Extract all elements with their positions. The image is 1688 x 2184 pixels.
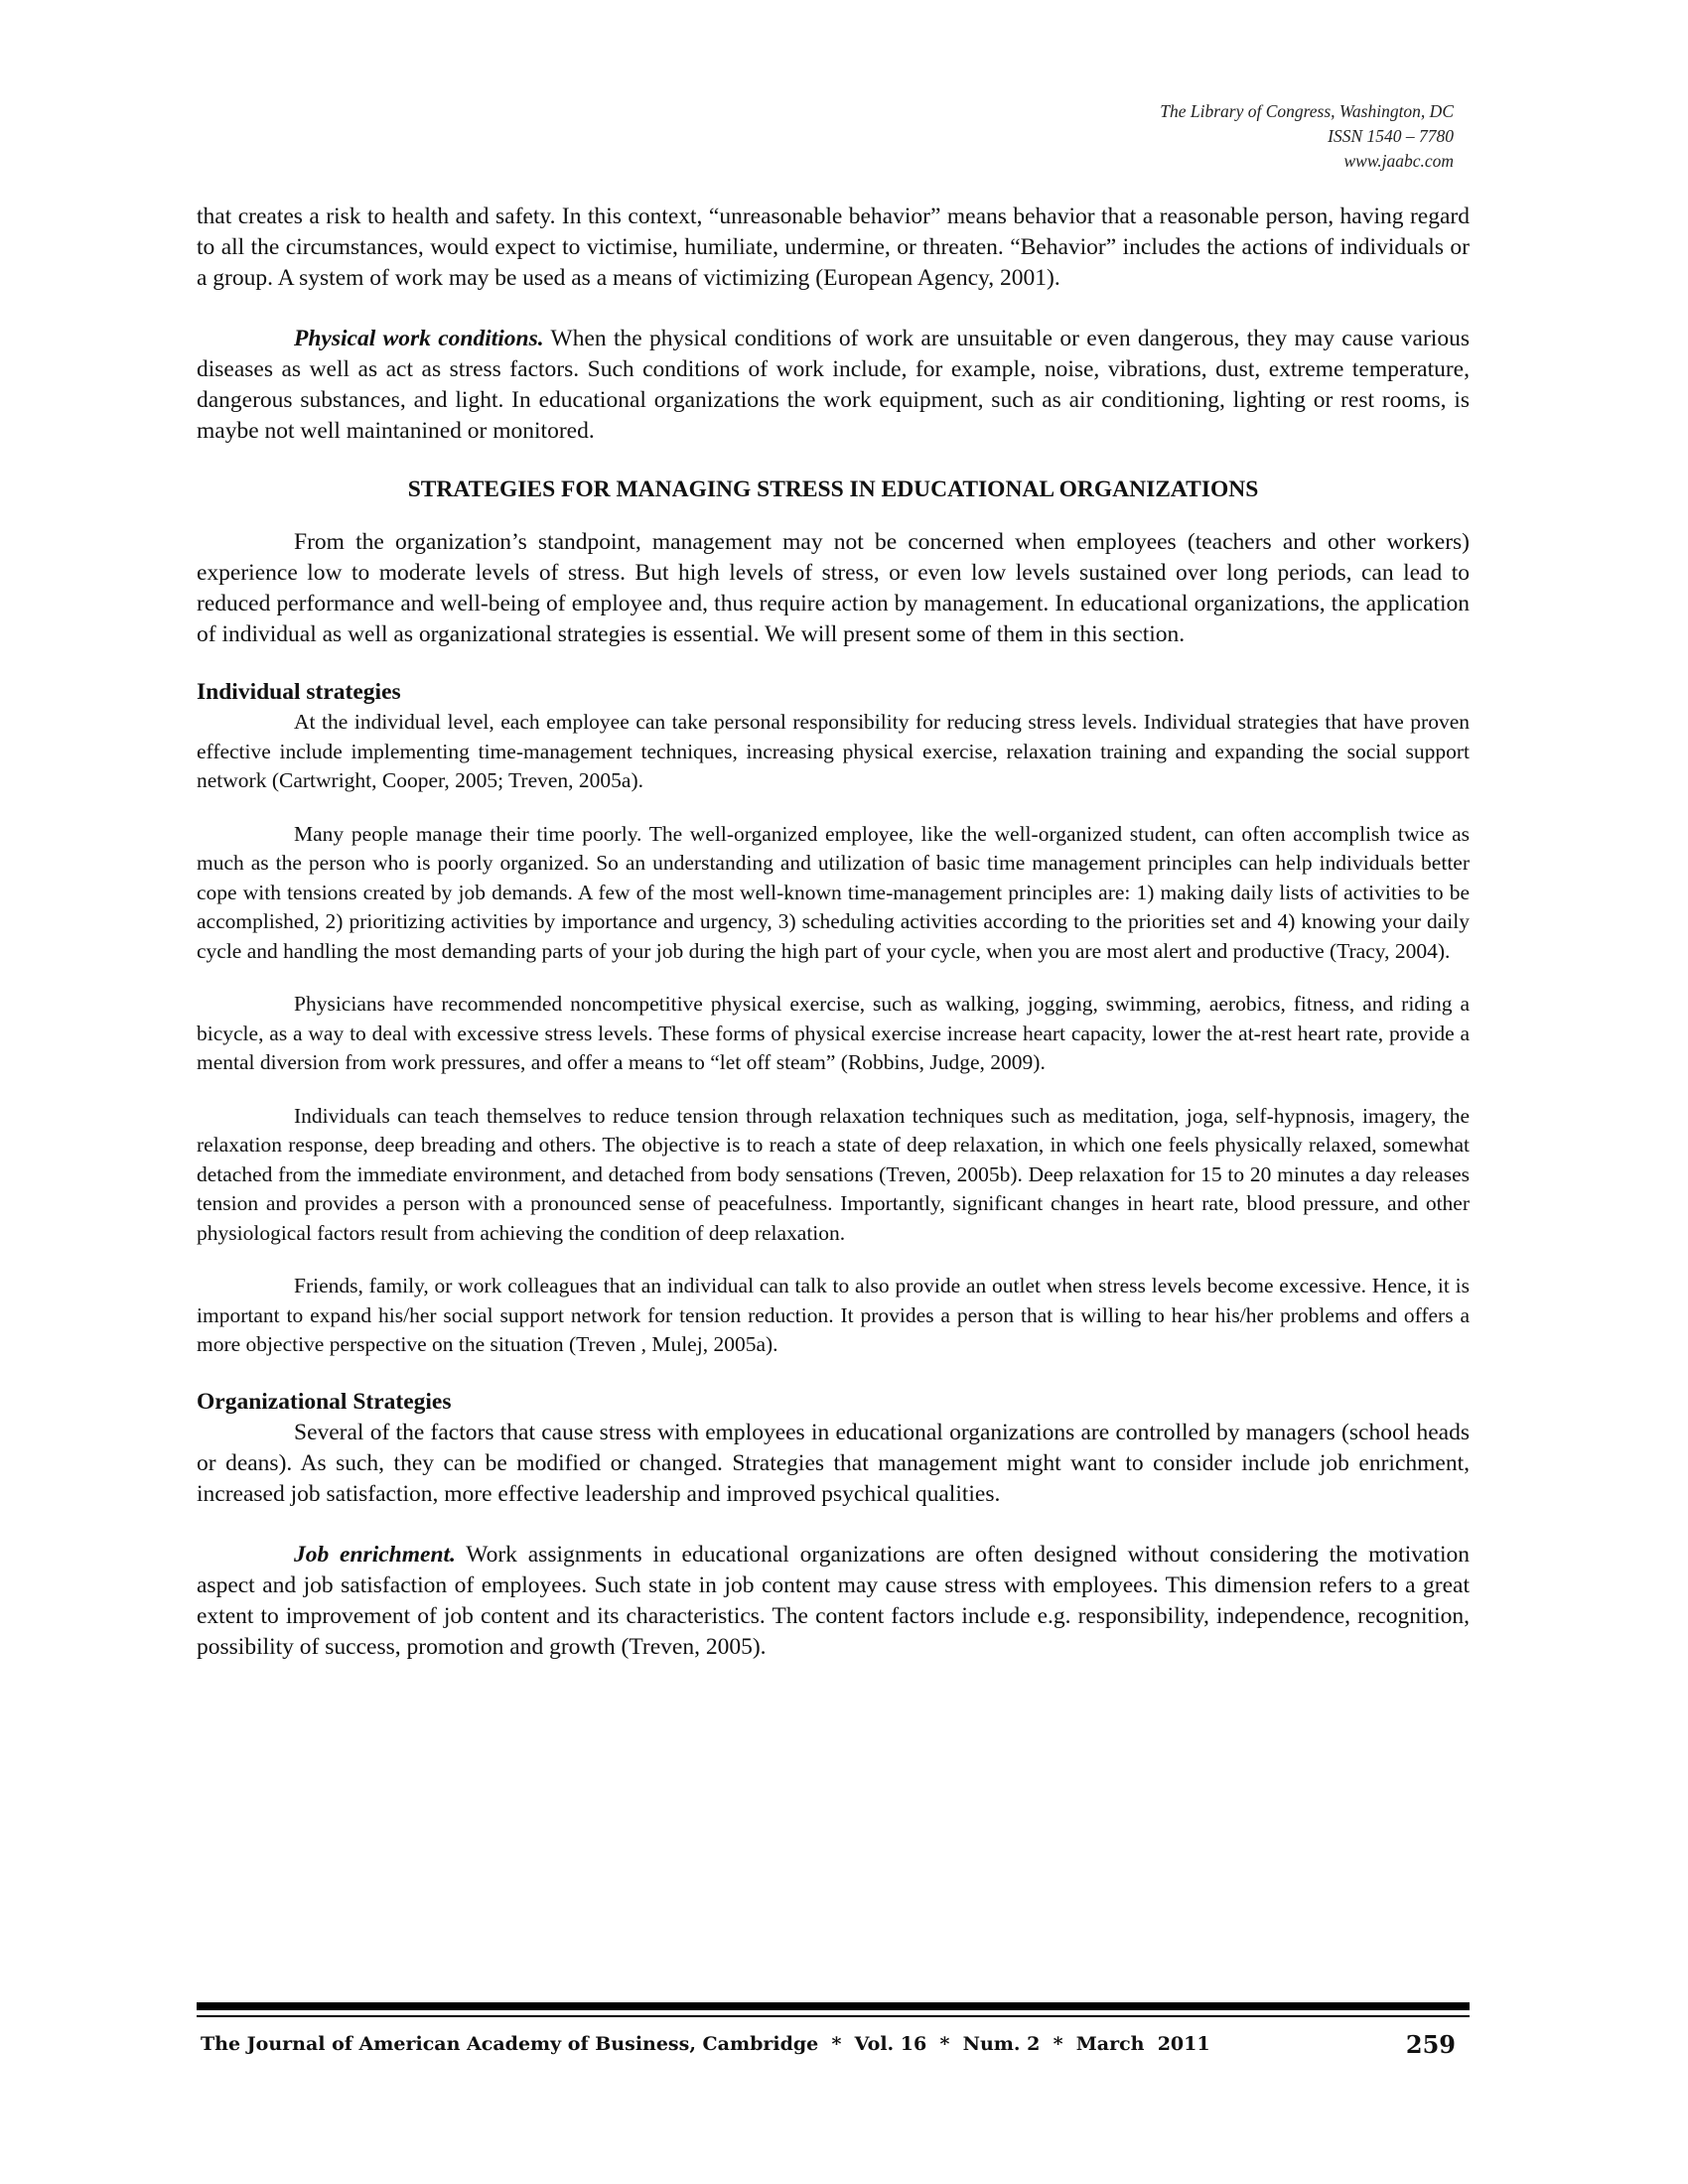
paragraph-text: When the physical conditions of work are unsuitable or even dangerous, they may cause various diseases as well as act as stress factors. Such conditions of work include, for example, noise, vibrations, dust, extreme temperature, dangerous substances, and light. In educational organizations the work equipment, such as air conditioning, lighting or rest rooms, is maybe not well maintanined or monitored.	[197, 326, 1470, 444]
paragraph-physical-exercise: Physicians have recommended noncompetitive physical exercise, such as walking, jogging, swimming, aerobics, fitness, and riding a bicycle, as a way to deal with excessive stress levels. These forms of physical exercise increase heart capacity, lower the at-rest heart rate, provide a mental diversion from work pressures, and offer a means to “let off steam” (Robbins, Judge, 2009).	[197, 992, 1470, 1074]
paragraph-text: Work assignments in educational organizations are often designed without considering the motivation aspect and job satisfaction of employees. Such state in job content may cause stress with employees. This dimension refers to a great extent to improvement of job content and its characteristics. The content factors include e.g. responsibility, independence, recognition, possibility of success, promotion and growth (Treven, 2005).	[197, 1541, 1470, 1660]
header-issn: ISSN 1540 – 7780	[1328, 126, 1454, 146]
paragraph-continuation: that creates a risk to health and safety. In this context, “unreasonable behavior” means behavior that a reasonable person, having regard to all the circumstances, would expect to victimise, humiliate, undermine, or threaten. “Behavior” includes the actions of individuals or a group. A system of work may be used as a means of victimizing (European Agency, 2001).	[197, 204, 1470, 291]
paragraph-time-management: Many people manage their time poorly. The well-organized employee, like the well-organized student, can often accomplish twice as much as the person who is poorly organized. So an understanding and utilization of basic time management principles can help individuals better cope with tensions created by job demands. A few of the most well-known time-management principles are: 1) making daily lists of activities to be accomplished, 2) prioritizing activities by importance and urgency, 3) scheduling activities according to the priorities set and 4) knowing your daily cycle and handling the most demanding parts of your job during the high part of your cycle, when you are most alert and productive (Tracy, 2004).	[197, 821, 1470, 963]
footer-rule-thin	[197, 2015, 1470, 2017]
paragraph-job-enrichment	[197, 1540, 1470, 1663]
page-number: 259	[1405, 2030, 1456, 2059]
run-in-heading-physical: Physical work conditions.	[294, 326, 544, 351]
header-website: www.jaabc.com	[1343, 151, 1454, 171]
subheading-organizational-strategies: Organizational Strategies	[197, 1388, 452, 1415]
subheading-individual-strategies: Individual strategies	[197, 679, 401, 705]
paragraph-individual-level: At the individual level, each employee can take personal responsibility for reducing stress levels. Individual strategies that have proven effective include implementing time-management techniques, increasing physical exercise, relaxation training and expanding the social support network (Cartwright, Cooper, 2005; Treven, 2005a).	[197, 710, 1470, 792]
run-in-heading-job-enrichment: Job enrichment.	[294, 1541, 456, 1568]
paragraph-physical-work-conditions	[197, 324, 1470, 447]
running-header	[1160, 99, 1454, 174]
paragraph-organizational: Several of the factors that cause stress with employees in educational organizations are controlled by managers (school heads or deans). As such, they can be modified or changed. Strategies that management might want to consider include job enrichment, increased job satisfaction, more effective leadership and improved psychical qualities.	[197, 1419, 1470, 1507]
paragraph-social-support: Friends, family, or work colleagues that an individual can talk to also provide an outlet when stress levels become excessive. Hence, it is important to expand his/her social support network for tension reduction. It provides a person that is willing to hear his/her problems and offers a more objective perspective on the situation (Treven , Mulej, 2005a).	[197, 1274, 1470, 1356]
footer-journal-title: The Journal of American Academy of Business, Cambridge * Vol. 16 * Num. 2 * March 2011	[201, 2033, 1210, 2055]
paragraph-relaxation: Individuals can teach themselves to reduce tension through relaxation techniques such as meditation, joga, self-hypnosis, imagery, the relaxation response, deep breading and others. The objective is to reach a state of deep relaxation, in which one feels physically relaxed, somewhat detached from the immediate environment, and detached from body sensations (Treven, 2005b). Deep relaxation for 15 to 20 minutes a day releases tension and provides a person with a pronounced sense of peacefulness. Importantly, significant changes in heart rate, blood pressure, and other physiological factors result from achieving the condition of deep relaxation.	[197, 1103, 1470, 1245]
paragraph-intro-strategies: From the organization’s standpoint, management may not be concerned when employees (teachers and other workers) experience low to moderate levels of stress. But high levels of stress, or even low levels sustained over long periods, can lead to reduced performance and well-being of employee and, thus require action by management. In educational organizations, the application of individual as well as organizational strategies is essential. We will present some of them in this section.	[197, 529, 1470, 647]
header-library: The Library of Congress, Washington, DC	[1160, 101, 1454, 121]
article-body	[197, 202, 1470, 1663]
footer-rule	[197, 2002, 1470, 2010]
section-title: STRATEGIES FOR MANAGING STRESS IN EDUCATIONAL ORGANIZATIONS	[407, 477, 1259, 502]
